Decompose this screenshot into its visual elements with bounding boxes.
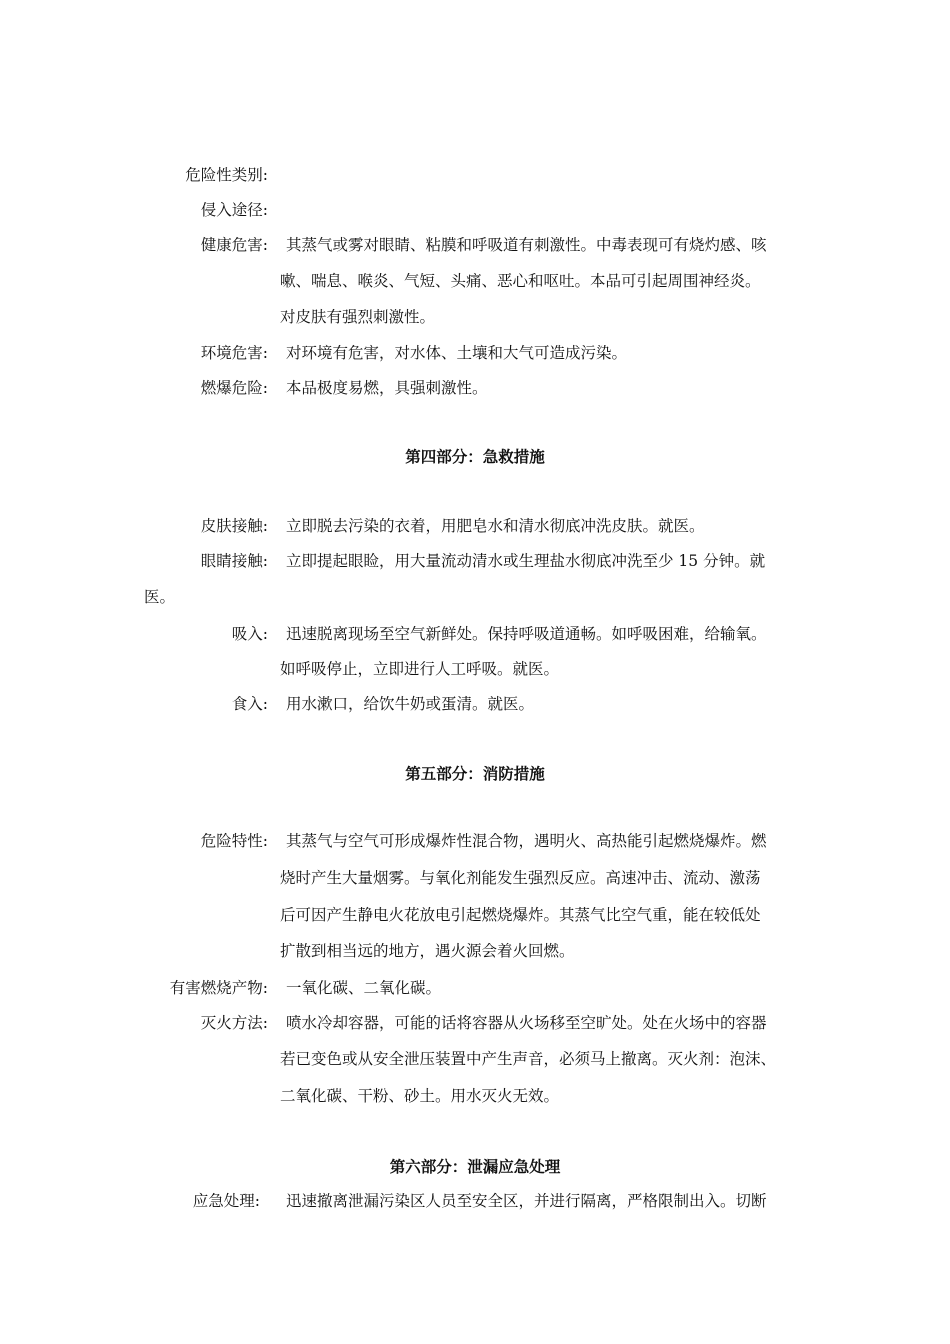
hazard-properties-label: 危险特性: [200, 832, 268, 850]
extinguishing-method-line-1: 喷水冷却容器，可能的话将容器从火场移至空旷处。处在火场中的容器 [286, 1014, 767, 1032]
hazard-properties-line-3: 后可因产生静电火花放电引起燃烧爆炸。其蒸气比空气重，能在较低处 [280, 906, 761, 924]
explosion-hazard-line-1: 本品极度易燃，具强刺激性。 [286, 379, 488, 397]
section5-heading: 第五部分：消防措施 [405, 764, 545, 783]
eye-contact-line-1: 立即提起眼睑，用大量流动清水或生理盐水彻底冲洗至少 15 分钟。就 [286, 552, 766, 570]
combustion-products-label: 有害燃烧产物: [169, 979, 268, 997]
section4-heading: 第四部分：急救措施 [405, 447, 545, 466]
hazard-properties-line-1: 其蒸气与空气可形成爆炸性混合物，遇明火、高热能引起燃烧爆炸。燃 [286, 832, 767, 850]
hazard-category-label: 危险性类别: [185, 166, 268, 184]
skin-contact-label: 皮肤接触: [200, 517, 268, 535]
env-hazard-line-1: 对环境有危害，对水体、土壤和大气可造成污染。 [286, 344, 628, 362]
inhalation-line-2: 如呼吸停止，立即进行人工呼吸。就医。 [280, 660, 560, 678]
health-hazard-line-1: 其蒸气或雾对眼睛、粘膜和呼吸道有刺激性。中毒表现可有烧灼感、咳 [286, 236, 767, 254]
ingestion-line-1: 用水漱口，给饮牛奶或蛋清。就医。 [286, 695, 535, 713]
ingestion-label: 食入: [231, 695, 268, 713]
env-hazard-label: 环境危害: [200, 344, 268, 362]
eye-contact-wrap: 医。 [144, 588, 176, 606]
inhalation-label: 吸入: [231, 625, 268, 643]
extinguishing-method-label: 灭火方法: [200, 1014, 268, 1032]
combustion-products-line-1: 一氧化碳、二氧化碳。 [286, 979, 442, 997]
skin-contact-line-1: 立即脱去污染的衣着，用肥皂水和清水彻底冲洗皮肤。就医。 [286, 517, 705, 535]
extinguishing-method-line-2: 若已变色或从安全泄压装置中产生声音，必须马上撤离。灭火剂：泡沫、 [280, 1050, 777, 1068]
extinguishing-method-line-3: 二氧化碳、干粉、砂土。用水灭火无效。 [280, 1087, 560, 1105]
hazard-properties-line-4: 扩散到相当远的地方，遇火源会着火回燃。 [280, 942, 575, 960]
entry-route-label: 侵入途径: [200, 201, 268, 219]
health-hazard-line-3: 对皮肤有强烈刺激性。 [280, 308, 436, 326]
eye-contact-label: 眼睛接触: [200, 552, 268, 570]
emergency-handling-line-1: 迅速撤离泄漏污染区人员至安全区，并进行隔离，严格限制出入。切断 [286, 1192, 767, 1210]
explosion-hazard-label: 燃爆危险: [200, 379, 268, 397]
health-hazard-line-2: 嗽、喘息、喉炎、气短、头痛、恶心和呕吐。本品可引起周围神经炎。 [280, 272, 761, 290]
inhalation-line-1: 迅速脱离现场至空气新鲜处。保持呼吸道通畅。如呼吸困难，给输氧。 [286, 625, 767, 643]
emergency-handling-label: 应急处理: [192, 1192, 260, 1210]
section6-heading: 第六部分：泄漏应急处理 [389, 1157, 561, 1176]
hazard-properties-line-2: 烧时产生大量烟雾。与氧化剂能发生强烈反应。高速冲击、流动、激荡 [280, 869, 761, 887]
health-hazard-label: 健康危害: [200, 236, 268, 254]
